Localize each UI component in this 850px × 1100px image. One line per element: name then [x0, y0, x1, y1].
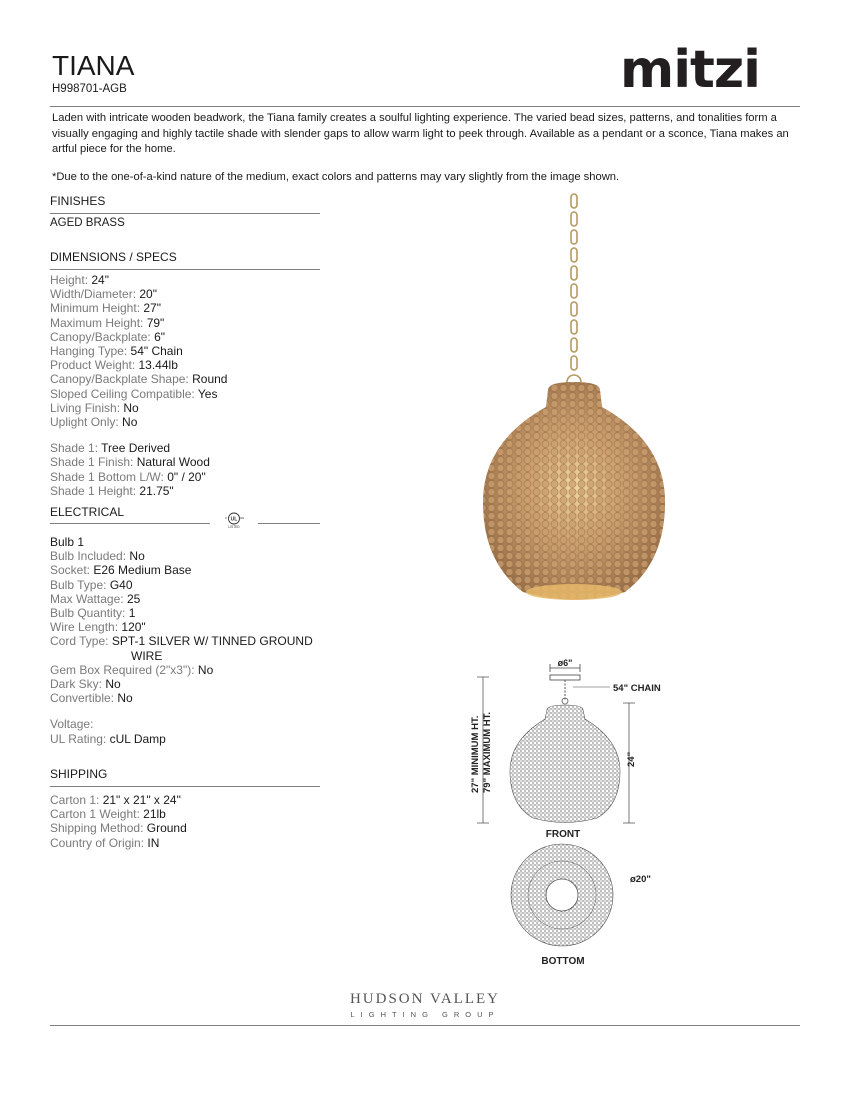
- footer-brand-logo: HUDSON VALLEY: [349, 991, 501, 1007]
- spec-row: [50, 344, 350, 358]
- canopy-dimension: ø6": [557, 658, 573, 668]
- dimensions-heading: DIMENSIONS / SPECS: [50, 250, 320, 270]
- electrical-spec-label: Wire Length:: [50, 620, 119, 635]
- product-sku: H998701-AGB: [52, 83, 127, 95]
- shipping-spec-row: [50, 836, 350, 850]
- brand-logo: mitzi: [620, 40, 760, 100]
- electrical-spec-label: Bulb Type:: [50, 577, 107, 592]
- spec-row: [50, 372, 350, 386]
- spec-value: 20": [139, 287, 157, 302]
- spec-value: 6": [154, 329, 166, 344]
- electrical-spec-label: Bulb Quantity:: [50, 606, 126, 621]
- electrical-heading: ELECTRICAL: [50, 505, 125, 519]
- spec-label: Living Finish:: [50, 400, 121, 415]
- dimension-diagram: [455, 655, 685, 970]
- finish-value: AGED BRASS: [50, 217, 125, 229]
- spec-row: [50, 273, 350, 287]
- electrical-spec-row: [50, 578, 350, 592]
- dimensions-list: [50, 273, 350, 498]
- product-description: Laden with intricate wooden beadwork, the Tiana family creates a soulful lighting experience. The varied bead sizes, patterns, and tonalities form a visually engaging and highly tactile shade with slender gaps to allow warm light to peek through. Available as a pendant or a sconce, Tiana makes an artful piece for the home.: [52, 112, 789, 155]
- electrical-spec-row: [50, 563, 350, 577]
- shipping-spec-value: 21lb: [143, 807, 166, 822]
- shade-spec-row: [50, 455, 350, 469]
- bulb-heading: Bulb 1: [50, 535, 85, 549]
- electrical-spec-row: [50, 732, 350, 746]
- svg-text:UL: UL: [230, 516, 238, 523]
- spec-row: [50, 415, 350, 429]
- electrical-spec-row: [50, 620, 350, 634]
- shade-spec-label: Shade 1 Finish:: [50, 455, 134, 470]
- spec-label: Sloped Ceiling Compatible:: [50, 386, 195, 401]
- spec-value: 27": [143, 301, 161, 316]
- spec-row: [50, 401, 350, 415]
- chain-icon: [567, 194, 581, 389]
- spec-label: Hanging Type:: [50, 344, 128, 359]
- electrical-spec-value: No: [105, 677, 121, 692]
- electrical-spec-value: cUL Damp: [109, 731, 166, 746]
- spec-label: Height:: [50, 273, 89, 287]
- shipping-spec-value: IN: [147, 835, 160, 850]
- electrical-spec-row: [50, 606, 350, 620]
- maximum-height-label: 79" MAXIMUM HT.: [482, 711, 493, 793]
- spec-label: Uplight Only:: [50, 415, 119, 430]
- electrical-spec-value: No: [129, 549, 145, 564]
- spec-label: Canopy/Backplate:: [50, 329, 151, 344]
- ul-badge-text: LISTED: [228, 525, 240, 529]
- svg-text:c: c: [225, 516, 227, 520]
- shipping-spec-label: Carton 1:: [50, 793, 100, 807]
- electrical-spec-label: Socket:: [50, 563, 91, 578]
- spec-label: Maximum Height:: [50, 315, 144, 330]
- spec-value: 79": [146, 315, 165, 330]
- electrical-spec-label: Dark Sky:: [50, 677, 103, 692]
- spec-label: Width/Diameter:: [50, 287, 137, 302]
- electrical-spec-value: SPT-1 SILVER W/ TINNED GROUND WIRE: [111, 634, 313, 663]
- shipping-spec-label: Country of Origin:: [50, 835, 145, 850]
- electrical-spec-label: Cord Type:: [50, 634, 109, 649]
- spec-label: Canopy/Backplate Shape:: [50, 372, 189, 387]
- height-dimension: 24": [626, 751, 637, 767]
- header-divider: [50, 106, 800, 107]
- minimum-height-label: 27" MINIMUM HT.: [470, 715, 481, 793]
- ul-listed-icon: [219, 511, 249, 531]
- electrical-spec-label: Gem Box Required (2"x3"):: [50, 662, 195, 677]
- electrical-divider-left: [50, 523, 210, 524]
- shade-spec-value: Tree Derived: [101, 441, 171, 456]
- electrical-spec-row: [50, 677, 350, 691]
- shipping-spec-row: [50, 793, 350, 807]
- electrical-spec-label: Bulb Included:: [50, 549, 127, 564]
- electrical-spec-label: Max Wattage:: [50, 591, 124, 606]
- electrical-divider-right: [258, 523, 320, 524]
- electrical-list: [50, 535, 350, 746]
- front-view-label: FRONT: [545, 829, 581, 840]
- spec-row: [50, 301, 350, 315]
- shipping-spec-row: [50, 821, 350, 835]
- spec-row: [50, 287, 350, 301]
- chain-dimension: 54" CHAIN: [613, 683, 661, 694]
- footer-divider: [50, 1025, 800, 1026]
- shipping-list: [50, 793, 350, 850]
- shade-spec-row: [50, 470, 350, 484]
- spec-value: 24": [91, 273, 109, 287]
- shade-spec-value: Natural Wood: [136, 455, 210, 470]
- shipping-spec-label: Carton 1 Weight:: [50, 807, 140, 822]
- electrical-spec-value: 25: [126, 591, 141, 606]
- electrical-spec-row: [50, 592, 350, 606]
- electrical-spec-value: G40: [109, 577, 133, 592]
- spec-label: Product Weight:: [50, 358, 136, 373]
- shade-spec-row: [50, 441, 350, 455]
- spec-value: Round: [192, 372, 228, 387]
- electrical-spec-label: Voltage:: [50, 717, 94, 732]
- electrical-spec-label: Convertible:: [50, 691, 115, 706]
- svg-text:us: us: [240, 516, 244, 520]
- spec-value: 54" Chain: [130, 344, 183, 359]
- electrical-spec-label: UL Rating:: [50, 731, 107, 746]
- electrical-spec-row: [50, 717, 350, 731]
- spec-value: Yes: [197, 386, 218, 401]
- electrical-spec-value: No: [197, 662, 214, 677]
- shade-spec-value: 21.75": [139, 483, 174, 498]
- disclaimer-note: *Due to the one-of-a-kind nature of the medium, exact colors and patterns may vary slightly from the image shown.: [52, 171, 620, 183]
- shade-spec-label: Shade 1 Bottom L/W:: [50, 469, 164, 484]
- electrical-spec-row: [50, 634, 335, 662]
- spec-label: Minimum Height:: [50, 301, 141, 316]
- shade-spec-label: Shade 1:: [50, 441, 99, 456]
- product-photo: [460, 192, 690, 622]
- electrical-spec-row: [50, 691, 350, 705]
- shipping-heading: SHIPPING: [50, 767, 320, 787]
- shade-spec-row: [50, 484, 350, 498]
- diameter-dimension: ø20": [630, 874, 651, 885]
- spec-value: No: [122, 415, 138, 430]
- electrical-spec-value: 1: [128, 606, 136, 621]
- shipping-spec-value: Ground: [146, 821, 187, 836]
- bottom-view-label: BOTTOM: [541, 956, 585, 967]
- finishes-heading: FINISHES: [50, 194, 320, 214]
- spec-value: No: [123, 400, 139, 415]
- footer-brand-subtitle: LIGHTING GROUP: [350, 1010, 500, 1019]
- electrical-spec-row: [50, 549, 350, 563]
- spec-row: [50, 387, 350, 401]
- electrical-spec-row: [50, 663, 350, 677]
- shade-spec-label: Shade 1 Height:: [50, 483, 137, 498]
- spec-value: 13.44lb: [138, 358, 178, 373]
- product-title: TIANA: [52, 50, 135, 81]
- spec-row: [50, 330, 350, 344]
- electrical-spec-value: No: [117, 691, 133, 706]
- spec-row: [50, 316, 350, 330]
- spec-row: [50, 358, 350, 372]
- shipping-spec-value: 21" x 21" x 24": [102, 793, 181, 807]
- shipping-spec-label: Shipping Method:: [50, 821, 144, 836]
- shade-spec-value: 0" / 20": [167, 469, 206, 484]
- electrical-spec-value: 120": [121, 620, 146, 635]
- electrical-spec-value: E26 Medium Base: [93, 563, 192, 578]
- shipping-spec-row: [50, 807, 350, 821]
